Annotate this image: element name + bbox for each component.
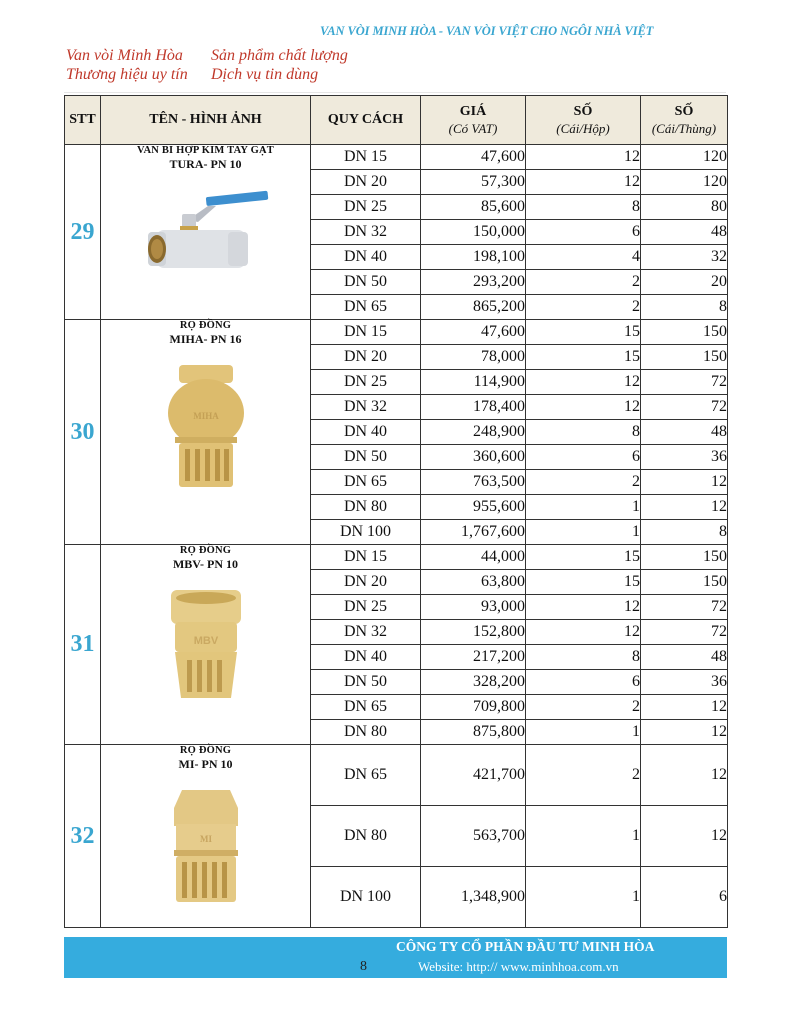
product-name-image <box>101 320 311 545</box>
per-box-cell: 1 <box>526 520 641 545</box>
per-carton-cell: 120 <box>641 145 728 170</box>
price-cell: 248,900 <box>421 420 526 445</box>
footer-company: CÔNG TY CỔ PHẦN ĐẦU TƯ MINH HÒA <box>396 939 655 954</box>
spec-cell: DN 20 <box>311 170 421 195</box>
col-header-stt: STT <box>65 96 101 145</box>
tagline-service: Dịch vụ tin dùng <box>211 66 319 83</box>
spec-cell: DN 32 <box>311 620 421 645</box>
per-carton-cell: 72 <box>641 370 728 395</box>
price-cell: 875,800 <box>421 720 526 745</box>
col-header-price: GIÁ (Có VAT) <box>421 96 526 145</box>
price-cell: 85,600 <box>421 195 526 220</box>
table-row <box>65 745 728 806</box>
product-name-image <box>101 145 311 320</box>
spec-cell: DN 100 <box>311 520 421 545</box>
per-box-cell: 12 <box>526 145 641 170</box>
item-number: 30 <box>65 320 101 545</box>
product-name-image <box>101 545 311 745</box>
per-carton-cell: 72 <box>641 620 728 645</box>
price-cell: 63,800 <box>421 570 526 595</box>
col-header-spec: QUY CÁCH <box>311 96 421 145</box>
spec-cell: DN 40 <box>311 245 421 270</box>
per-carton-cell: 12 <box>641 470 728 495</box>
per-box-cell: 2 <box>526 470 641 495</box>
per-carton-cell: 150 <box>641 320 728 345</box>
per-box-cell: 8 <box>526 195 641 220</box>
footer-website: Website: http:// www.minhhoa.com.vn <box>418 959 619 974</box>
price-cell: 563,700 <box>421 806 526 867</box>
spec-cell: DN 20 <box>311 570 421 595</box>
price-cell: 114,900 <box>421 370 526 395</box>
price-cell: 1,767,600 <box>421 520 526 545</box>
product-name-image <box>101 745 311 928</box>
per-carton-cell: 12 <box>641 695 728 720</box>
per-box-cell: 1 <box>526 495 641 520</box>
per-box-cell: 8 <box>526 645 641 670</box>
price-cell: 150,000 <box>421 220 526 245</box>
table-header-row <box>65 96 728 145</box>
price-cell: 217,200 <box>421 645 526 670</box>
brass-foot-valve-mbv-icon <box>101 586 310 709</box>
per-box-cell: 2 <box>526 745 641 806</box>
per-box-cell: 15 <box>526 345 641 370</box>
brass-foot-valve-miha-icon <box>101 361 310 494</box>
per-box-cell: 8 <box>526 420 641 445</box>
header-slogan: VAN VÒI MINH HÒA - VAN VÒI VIỆT CHO NGÔI NHÀ VIỆT <box>320 24 654 38</box>
product-model: MIHA- PN 16 <box>169 332 242 346</box>
spec-cell: DN 32 <box>311 395 421 420</box>
per-carton-cell: 72 <box>641 595 728 620</box>
header-divider <box>64 92 726 93</box>
item-number: 29 <box>65 145 101 320</box>
per-carton-cell: 150 <box>641 345 728 370</box>
per-box-cell: 1 <box>526 867 641 928</box>
price-cell: 328,200 <box>421 670 526 695</box>
spec-cell: DN 80 <box>311 720 421 745</box>
spec-cell: DN 32 <box>311 220 421 245</box>
price-cell: 47,600 <box>421 145 526 170</box>
price-cell: 57,300 <box>421 170 526 195</box>
spec-cell: DN 50 <box>311 445 421 470</box>
per-box-cell: 12 <box>526 620 641 645</box>
price-table <box>64 95 728 928</box>
per-box-cell: 15 <box>526 570 641 595</box>
per-carton-cell: 120 <box>641 170 728 195</box>
tagline-brand: Van vòi Minh Hòa <box>66 47 183 64</box>
per-carton-cell: 8 <box>641 520 728 545</box>
spec-cell: DN 50 <box>311 270 421 295</box>
per-carton-cell: 36 <box>641 670 728 695</box>
spec-cell: DN 15 <box>311 145 421 170</box>
table-row <box>65 320 728 345</box>
product-name-line1: VAN BI HỢP KIM TAY GẠT <box>137 145 274 156</box>
col-header-name-image: TÊN - HÌNH ẢNH <box>101 96 311 145</box>
tagline-row-1 <box>66 47 348 65</box>
product-model: MBV- PN 10 <box>172 557 239 571</box>
per-carton-cell: 72 <box>641 395 728 420</box>
spec-cell: DN 15 <box>311 320 421 345</box>
per-box-cell: 2 <box>526 270 641 295</box>
per-box-cell: 6 <box>526 670 641 695</box>
per-box-cell: 2 <box>526 695 641 720</box>
brass-foot-valve-mi-icon <box>101 786 310 909</box>
per-box-cell: 12 <box>526 370 641 395</box>
per-box-cell: 12 <box>526 395 641 420</box>
price-cell: 178,400 <box>421 395 526 420</box>
per-box-cell: 1 <box>526 806 641 867</box>
price-cell: 421,700 <box>421 745 526 806</box>
price-cell: 78,000 <box>421 345 526 370</box>
spec-cell: DN 25 <box>311 195 421 220</box>
per-carton-cell: 12 <box>641 720 728 745</box>
per-carton-cell: 12 <box>641 745 728 806</box>
ball-valve-blue-lever-icon <box>101 186 310 279</box>
table-row <box>65 145 728 170</box>
per-carton-cell: 6 <box>641 867 728 928</box>
per-carton-cell: 12 <box>641 806 728 867</box>
svg-text:MIHA: MIHA <box>192 411 219 421</box>
spec-cell: DN 65 <box>311 295 421 320</box>
price-cell: 360,600 <box>421 445 526 470</box>
per-box-cell: 1 <box>526 720 641 745</box>
per-box-cell: 12 <box>526 170 641 195</box>
spec-cell: DN 80 <box>311 495 421 520</box>
per-box-cell: 15 <box>526 545 641 570</box>
product-model: MI- PN 10 <box>178 757 233 771</box>
spec-cell: DN 15 <box>311 545 421 570</box>
product-name-line1: RỌ ĐỒNG <box>179 745 232 756</box>
price-cell: 293,200 <box>421 270 526 295</box>
col-header-per-carton: SỐ (Cái/Thùng) <box>641 96 728 145</box>
price-cell: 198,100 <box>421 245 526 270</box>
tagline-row-2 <box>66 66 318 84</box>
svg-text:MI: MI <box>199 834 212 844</box>
per-carton-cell: 8 <box>641 295 728 320</box>
per-carton-cell: 48 <box>641 420 728 445</box>
svg-text:MBV: MBV <box>193 635 218 647</box>
footer-band <box>64 937 727 978</box>
spec-cell: DN 40 <box>311 420 421 445</box>
spec-cell: DN 80 <box>311 806 421 867</box>
price-cell: 44,000 <box>421 545 526 570</box>
per-box-cell: 4 <box>526 245 641 270</box>
spec-cell: DN 25 <box>311 370 421 395</box>
per-carton-cell: 150 <box>641 545 728 570</box>
price-cell: 1,348,900 <box>421 867 526 928</box>
per-box-cell: 6 <box>526 220 641 245</box>
item-number: 31 <box>65 545 101 745</box>
product-name-line1: RỌ ĐỒNG <box>179 320 232 331</box>
product-model: TURA- PN 10 <box>169 157 242 171</box>
spec-cell: DN 20 <box>311 345 421 370</box>
price-cell: 47,600 <box>421 320 526 345</box>
price-cell: 955,600 <box>421 495 526 520</box>
tagline-quality: Sản phẩm chất lượng <box>211 47 348 64</box>
product-name-line1: RỌ ĐỒNG <box>179 545 232 556</box>
spec-cell: DN 65 <box>311 470 421 495</box>
price-cell: 709,800 <box>421 695 526 720</box>
per-carton-cell: 150 <box>641 570 728 595</box>
price-cell: 93,000 <box>421 595 526 620</box>
per-carton-cell: 80 <box>641 195 728 220</box>
item-number: 32 <box>65 745 101 928</box>
spec-cell: DN 100 <box>311 867 421 928</box>
price-cell: 152,800 <box>421 620 526 645</box>
tagline-trust: Thương hiệu uy tín <box>66 66 188 83</box>
per-box-cell: 2 <box>526 295 641 320</box>
per-carton-cell: 20 <box>641 270 728 295</box>
per-carton-cell: 12 <box>641 495 728 520</box>
col-header-per-box: SỐ (Cái/Hộp) <box>526 96 641 145</box>
page-number: 8 <box>360 959 367 974</box>
per-carton-cell: 32 <box>641 245 728 270</box>
price-cell: 763,500 <box>421 470 526 495</box>
spec-cell: DN 50 <box>311 670 421 695</box>
per-carton-cell: 48 <box>641 645 728 670</box>
per-carton-cell: 48 <box>641 220 728 245</box>
table-row <box>65 545 728 570</box>
spec-cell: DN 65 <box>311 695 421 720</box>
price-cell: 865,200 <box>421 295 526 320</box>
per-carton-cell: 36 <box>641 445 728 470</box>
per-box-cell: 12 <box>526 595 641 620</box>
per-box-cell: 6 <box>526 445 641 470</box>
per-box-cell: 15 <box>526 320 641 345</box>
spec-cell: DN 25 <box>311 595 421 620</box>
spec-cell: DN 40 <box>311 645 421 670</box>
spec-cell: DN 65 <box>311 745 421 806</box>
